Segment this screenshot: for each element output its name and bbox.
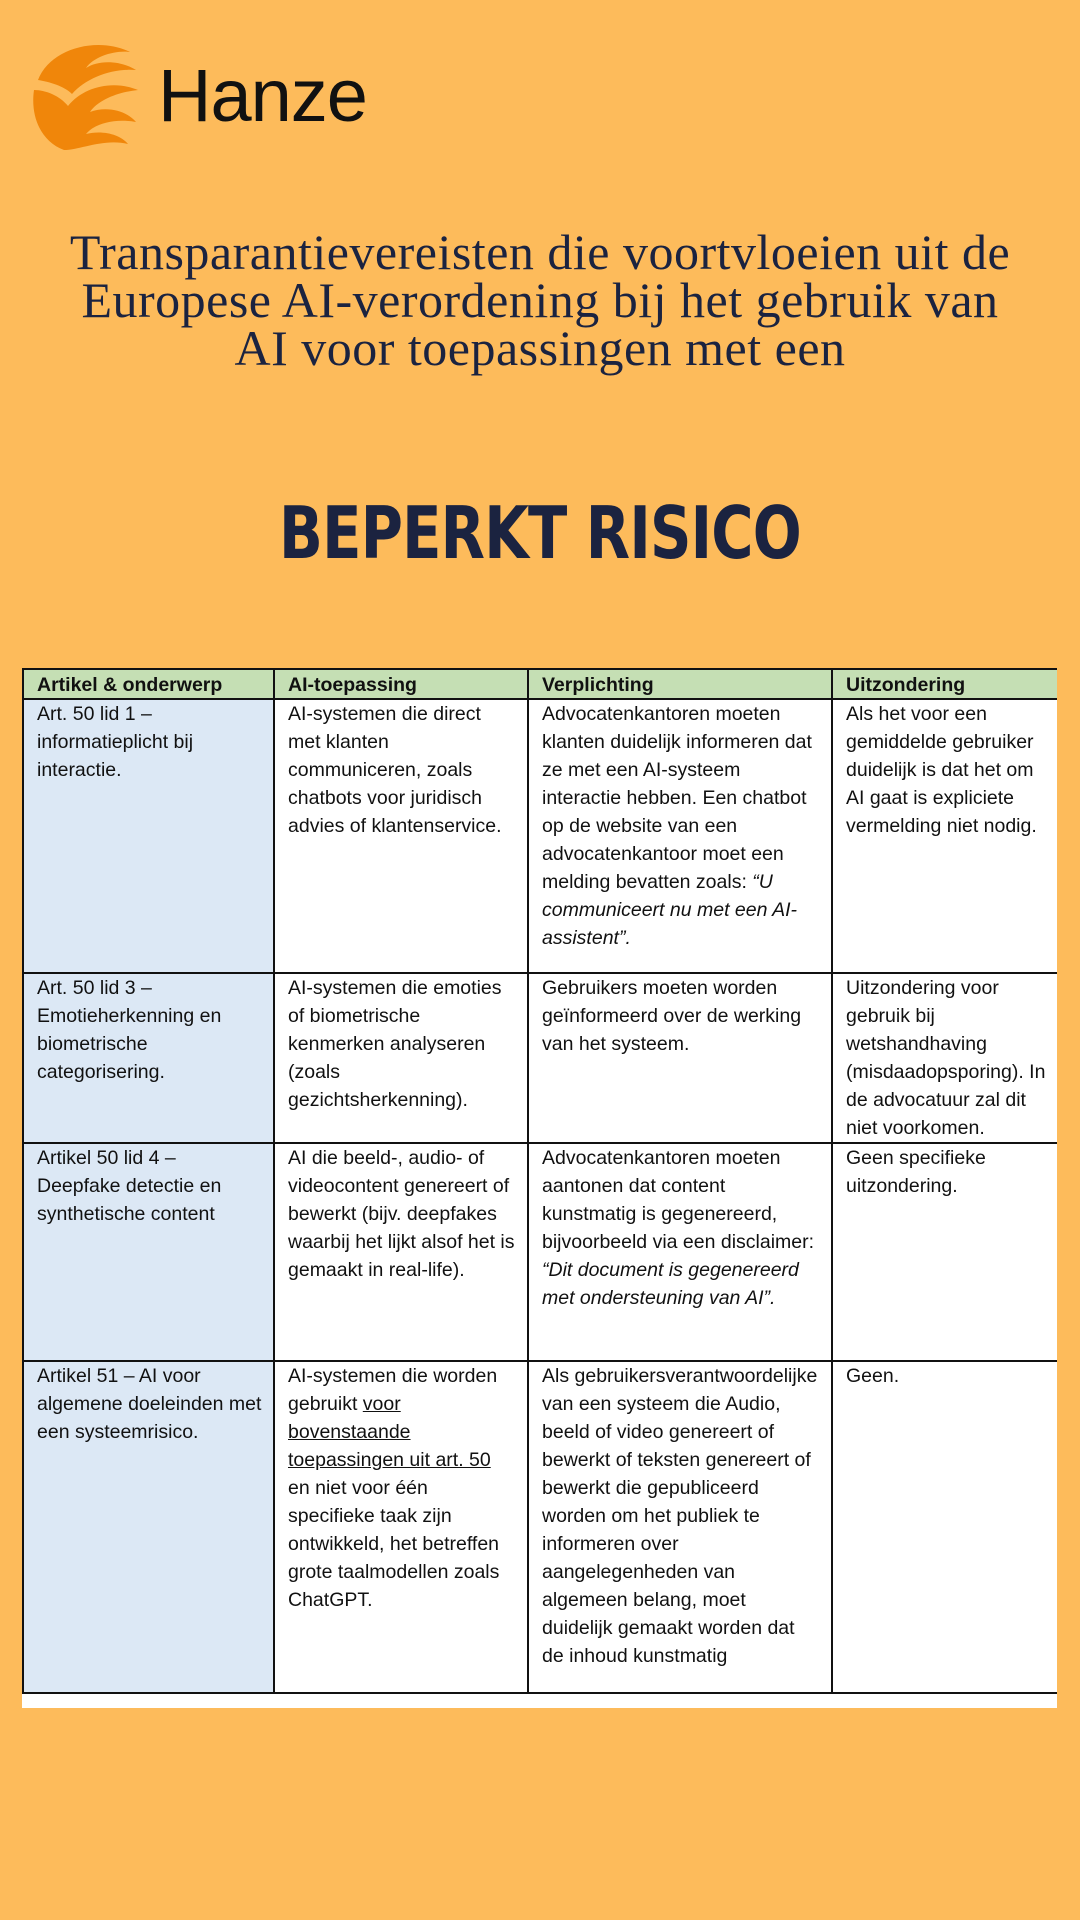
cell-exception: Uitzondering voor gebruik bij wetshandhaving (misdaadopsporing). In de advocatuur zal dit niet voorkomen.	[832, 973, 1057, 1143]
cell-article: Art. 50 lid 1 – informatieplicht bij interactie.	[23, 699, 274, 973]
table-header-row	[23, 669, 1057, 699]
table-row	[23, 1143, 1057, 1361]
table-row	[23, 1361, 1057, 1693]
header-exception: Uitzondering	[832, 669, 1057, 699]
cell-exception: Als het voor een gemiddelde gebruiker duidelijk is dat het om AI gaat is expliciete vermelding niet nodig.	[832, 699, 1057, 973]
cell-exception: Geen specifieke uitzondering.	[832, 1143, 1057, 1361]
table-row	[23, 699, 1057, 973]
application-text: AI-systemen die worden gebruikt	[288, 1365, 498, 1415]
header-obligation: Verplichting	[528, 669, 832, 699]
cell-article: Artikel 51 – AI voor algemene doeleinden met een systeemrisico.	[23, 1361, 274, 1693]
application-reference-link[interactable]: voor bovenstaande toepassingen uit art. 50	[288, 1393, 491, 1471]
brand-logo	[28, 38, 367, 153]
cell-application	[274, 1361, 528, 1693]
cell-article: Artikel 50 lid 4 – Deepfake detectie en synthetische content	[23, 1143, 274, 1361]
requirements-table	[22, 668, 1057, 1694]
brand-name: Hanze	[158, 53, 367, 137]
bottom-background	[0, 1708, 1080, 1920]
cell-application: AI-systemen die emoties of biometrische kenmerken analyseren (zoals gezichtsherkenning).	[274, 973, 528, 1143]
obligation-example: “U communiceert nu met een AI-assistent”.	[542, 871, 798, 949]
obligation-text: Advocatenkantoren moeten klanten duidelijk informeren dat ze met een AI-systeem interactie hebben. Een chatbot op de website van een advocatenkantoor moet een melding bevatten zoals:	[542, 703, 812, 893]
hanze-swirl-logo-icon	[28, 38, 143, 153]
application-text-after: en niet voor één specifieke taak zijn ontwikkeld, het betreffen grote taalmodellen zoals ChatGPT.	[288, 1477, 500, 1611]
cell-obligation: Als gebruikersverantwoordelijke van een systeem die Audio, beeld of video genereert of bewerkt of teksten genereert of bewerkt die gepubliceerd worden om het publiek te informeren over aangelegenheden van algemeen belang, moet duidelijk gemaakt worden dat de inhoud kunstmatig	[528, 1361, 832, 1693]
cell-obligation	[528, 699, 832, 973]
cell-exception: Geen.	[832, 1361, 1057, 1693]
cell-obligation	[528, 1143, 832, 1361]
header-article: Artikel & onderwerp	[23, 669, 274, 699]
table-row	[23, 973, 1057, 1143]
obligation-text: Advocatenkantoren moeten aantonen dat content kunstmatig is gegenereerd, bijvoorbeeld via een disclaimer:	[542, 1147, 815, 1253]
cell-article: Art. 50 lid 3 – Emotieherkenning en biometrische categorisering.	[23, 973, 274, 1143]
cell-application: AI-systemen die direct met klanten communiceren, zoals chatbots voor juridisch advies of klantenservice.	[274, 699, 528, 973]
obligation-example: “Dit document is gegenereerd met ondersteuning van AI”.	[542, 1259, 799, 1309]
page-title: Transparantievereisten die voortvloeien uit de Europese AI-verordening bij het gebruik van AI voor toepassingen met een	[69, 224, 1011, 376]
risk-level-heading: BEPERKT RISICO	[279, 491, 801, 575]
cell-obligation: Gebruikers moeten worden geïnformeerd over de werking van het systeem.	[528, 973, 832, 1143]
header-application: AI-toepassing	[274, 669, 528, 699]
cell-application: AI die beeld-, audio- of videocontent genereert of bewerkt (bijv. deepfakes waarbij het lijkt alsof het is gemaakt in real-life).	[274, 1143, 528, 1361]
transparency-table	[22, 668, 1057, 1708]
